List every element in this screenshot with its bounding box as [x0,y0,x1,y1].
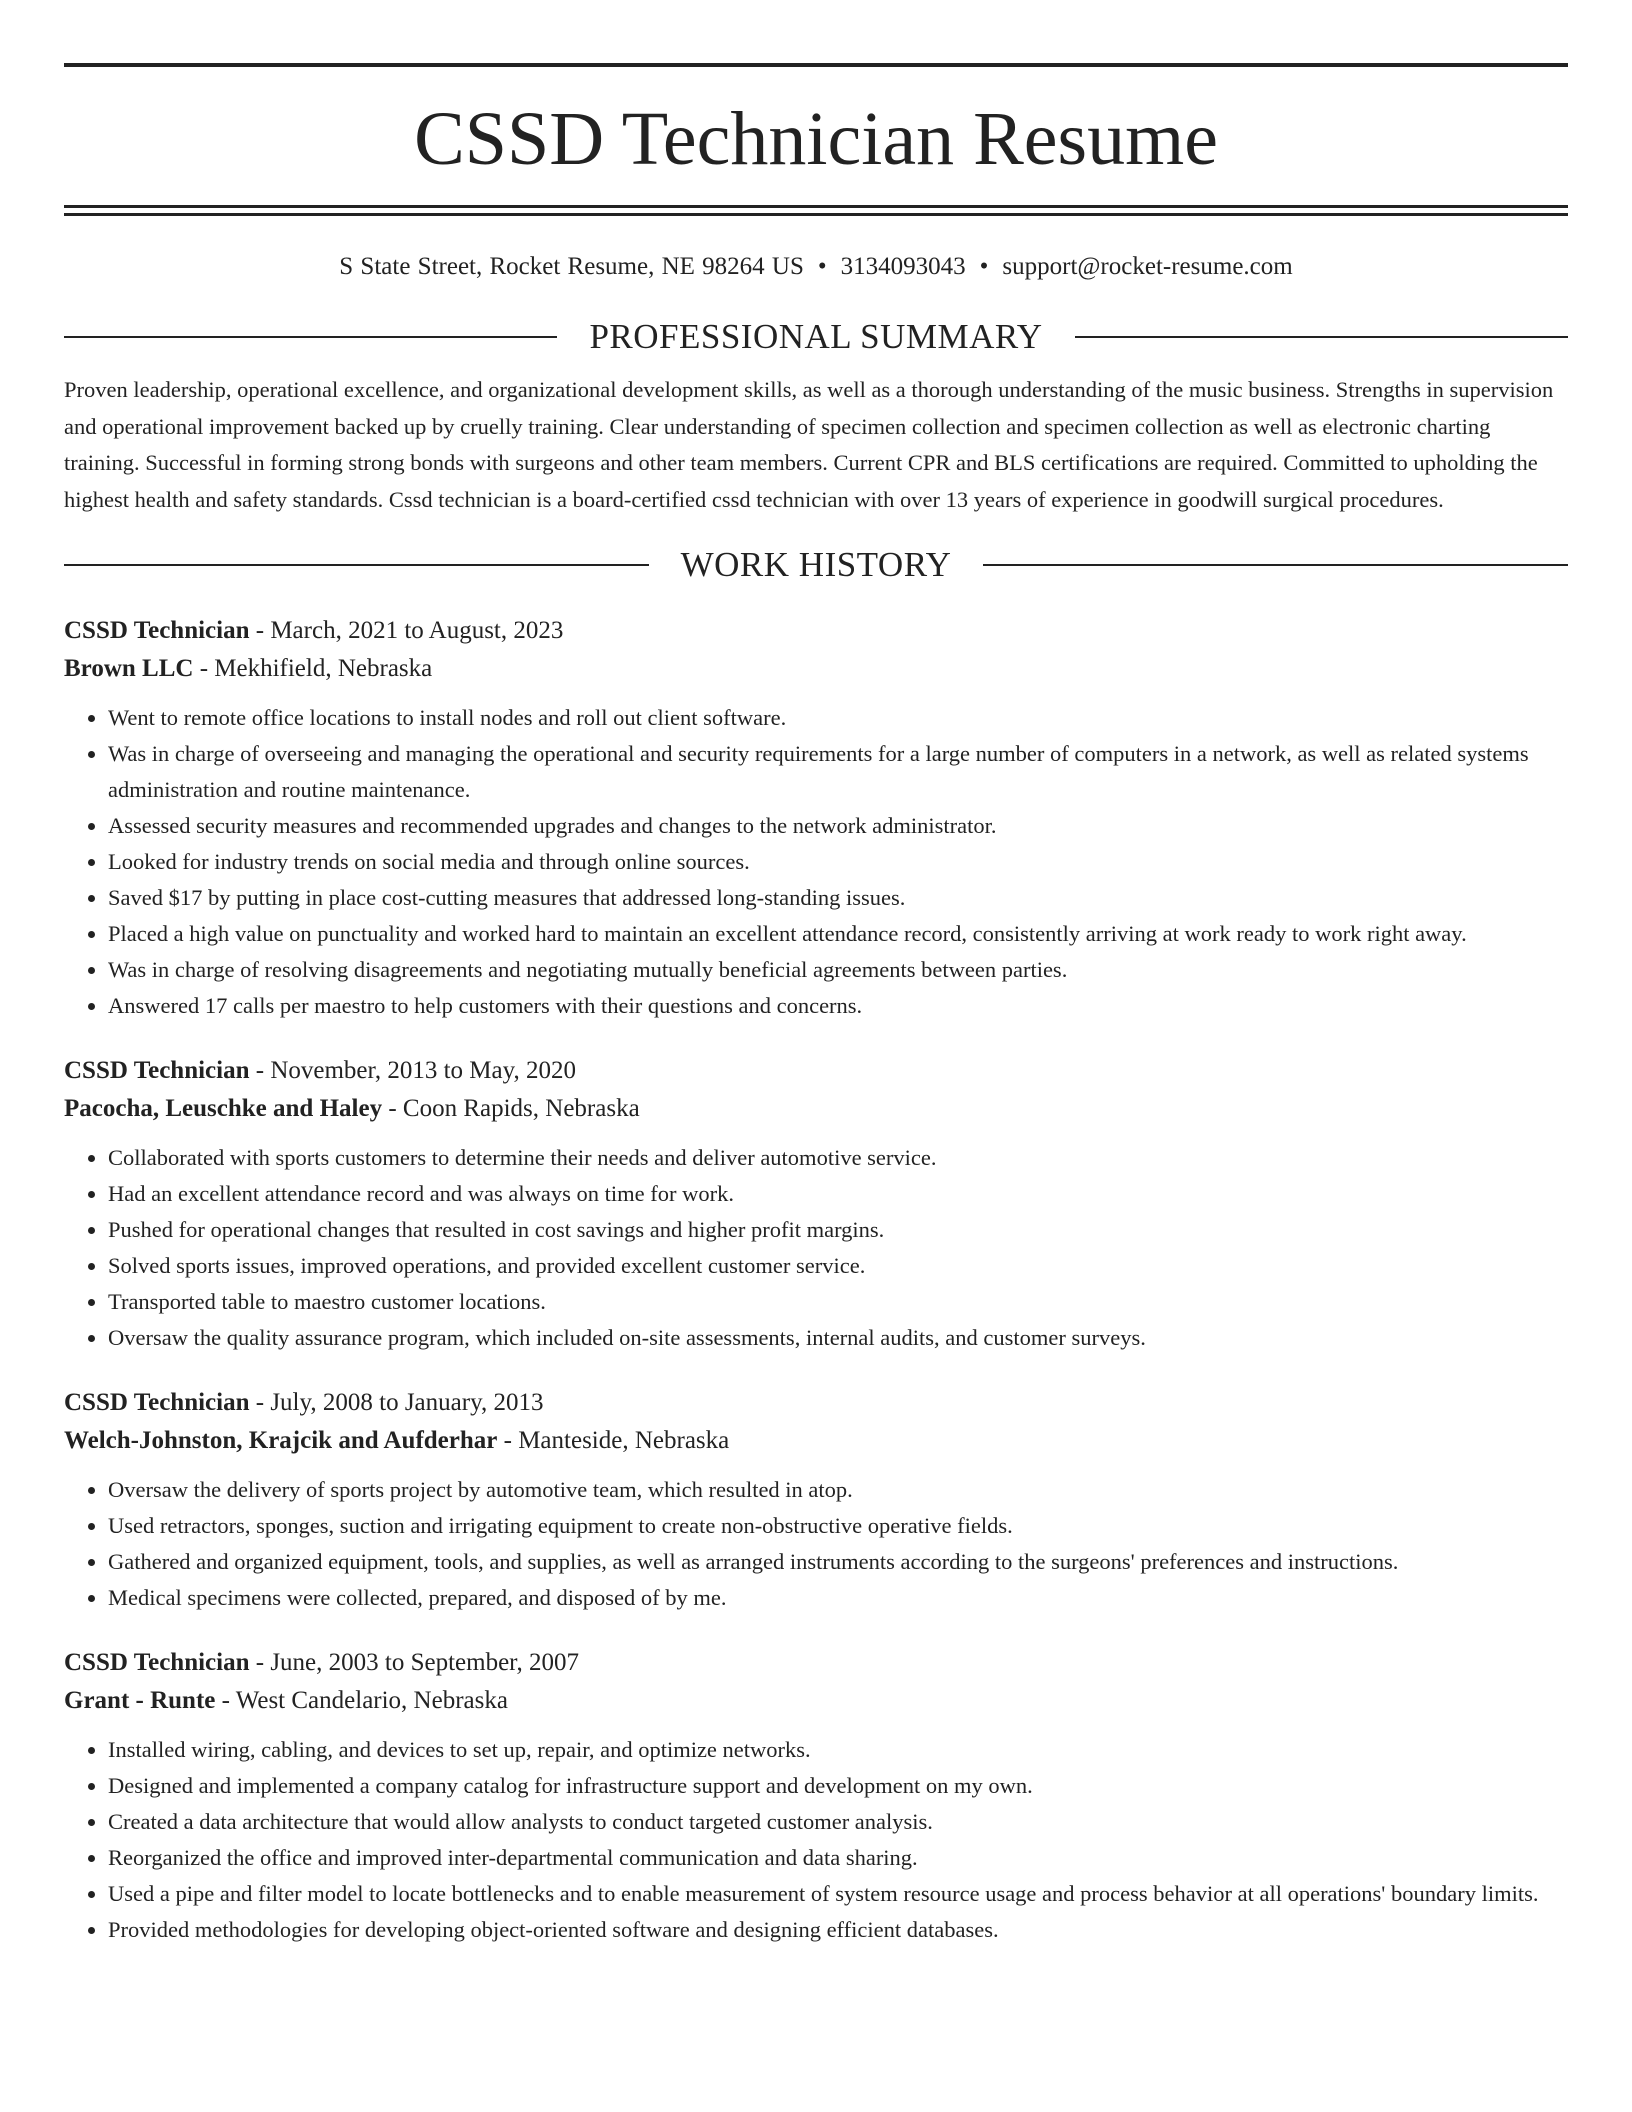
job-bullet: • Used a pipe and filter model to locate bottlenecks and to enable measurement of system resource usage and process behavior at all operations' boundary limits. [108,1876,1568,1912]
job-company: Welch-Johnston, Krajcik and Aufderhar [64,1427,498,1454]
job-bullets [64,1140,1568,1356]
summary-text: Proven leadership, operational excellence, and organizational development skills, as well as a thorough understanding of the music business. Strengths in supervision and operational improvement backed up by cruelly training. Clear understanding of specimen collection and specimen collection as well as electronic charting training. Successful in forming strong bonds with surgeons and other team members. Current CPR and BLS certifications are required. Committed to upholding the highest health and safety standards. Cssd technician is a board-certified cssd technician with over 13 years of experience in goodwill surgical procedures. [64,377,1554,512]
job-bullets [64,1732,1568,1948]
job-dates: - November, 2013 to May, 2020 [249,1057,576,1084]
work-history-heading [64,544,1568,586]
job-entry [64,1052,1568,1356]
job-bullet: • Installed wiring, cabling, and devices to set up, repair, and optimize networks. [108,1732,1568,1768]
job-bullet: • Collaborated with sports customers to determine their needs and deliver automotive service. [108,1140,1568,1176]
heading-rule-left [64,336,557,338]
job-entry [64,612,1568,1024]
contact-phone: 3134093043 [840,253,966,280]
job-dates: - July, 2008 to January, 2013 [249,1389,544,1416]
job-bullet: • Assessed security measures and recommended upgrades and changes to the network administrator. [108,808,1568,844]
resume-title: CSSD Technician Resume [414,97,1218,181]
job-bullet: • Had an excellent attendance record and was always on time for work. [108,1176,1568,1212]
job-company-line [64,1682,1568,1720]
job-title-line [64,1644,1568,1682]
title-double-rule [64,205,1568,216]
job-company: Pacocha, Leuschke and Haley [64,1095,383,1122]
job-location: - Manteside, Nebraska [497,1427,730,1454]
job-company-line [64,1090,1568,1128]
job-title-line [64,1384,1568,1422]
job-bullet: • Went to remote office locations to install nodes and roll out client software. [108,700,1568,736]
contact-address: S State Street, Rocket Resume, NE 98264 US [339,253,804,280]
job-bullet: • Reorganized the office and improved inter-departmental communication and data sharing. [108,1840,1568,1876]
job-bullet: • Oversaw the delivery of sports project by automotive team, which resulted in atop. [108,1472,1568,1508]
job-company: Grant - Runte [64,1687,216,1714]
job-bullets [64,700,1568,1024]
job-company: Brown LLC [64,655,194,682]
job-title: CSSD Technician [64,1057,250,1084]
contact-separator: • [979,253,989,280]
job-title: CSSD Technician [64,617,250,644]
job-bullet: • Provided methodologies for developing object-oriented software and designing efficient databases. [108,1912,1568,1948]
job-bullet: • Gathered and organized equipment, tools, and supplies, as well as arranged instruments according to the surgeons' preferences and instructions. [108,1544,1568,1580]
job-bullet: • Placed a high value on punctuality and worked hard to maintain an excellent attendance record, consistently arriving at work ready to work right away. [108,916,1568,952]
job-bullet: • Saved $17 by putting in place cost-cutting measures that addressed long-standing issues. [108,880,1568,916]
heading-rule-right [1075,336,1568,338]
job-bullet: • Used retractors, sponges, suction and irrigating equipment to create non-obstructive operative fields. [108,1508,1568,1544]
job-bullet: • Transported table to maestro customer locations. [108,1284,1568,1320]
summary-heading-label: PROFESSIONAL SUMMARY [589,317,1043,356]
job-location: - West Candelario, Nebraska [215,1687,508,1714]
job-title-line [64,612,1568,650]
job-dates: - June, 2003 to September, 2007 [249,1649,580,1676]
job-bullet: • Created a data architecture that would allow analysts to conduct targeted customer analysis. [108,1804,1568,1840]
job-title: CSSD Technician [64,1389,250,1416]
job-location: - Mekhifield, Nebraska [193,655,433,682]
summary-heading [64,316,1568,358]
job-bullet: • Oversaw the quality assurance program, which included on-site assessments, internal audits, and customer surveys. [108,1320,1568,1356]
job-bullet: • Was in charge of resolving disagreements and negotiating mutually beneficial agreements between parties. [108,952,1568,988]
job-bullet: • Answered 17 calls per maestro to help customers with their questions and concerns. [108,988,1568,1024]
heading-rule-right [983,564,1568,566]
job-location: - Coon Rapids, Nebraska [382,1095,640,1122]
job-bullets [64,1472,1568,1616]
contact-separator: • [817,253,827,280]
job-entry [64,1384,1568,1616]
job-list [64,612,1568,1948]
job-bullet: • Looked for industry trends on social media and through online sources. [108,844,1568,880]
heading-rule-left [64,564,649,566]
job-title-line [64,1052,1568,1090]
job-company-line [64,650,1568,688]
job-dates: - March, 2021 to August, 2023 [249,617,564,644]
job-entry [64,1644,1568,1948]
job-bullet: • Pushed for operational changes that resulted in cost savings and higher profit margins. [108,1212,1568,1248]
contact-line [64,252,1568,282]
top-rule [64,63,1568,67]
job-bullet: • Was in charge of overseeing and managing the operational and security requirements for a large number of computers in a network, as well as related systems administration and routine maintenance. [108,736,1568,808]
job-company-line [64,1422,1568,1460]
job-bullet: • Designed and implemented a company catalog for infrastructure support and development on my own. [108,1768,1568,1804]
job-title: CSSD Technician [64,1649,250,1676]
job-bullet: • Medical specimens were collected, prepared, and disposed of by me. [108,1580,1568,1616]
work-history-heading-label: WORK HISTORY [680,545,952,584]
contact-email: support@rocket-resume.com [1002,253,1293,280]
job-bullet: • Solved sports issues, improved operations, and provided excellent customer service. [108,1248,1568,1284]
